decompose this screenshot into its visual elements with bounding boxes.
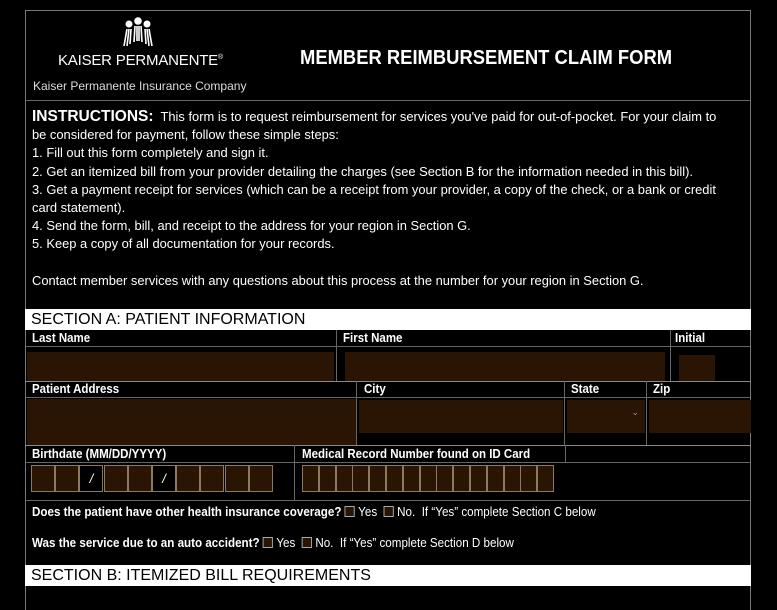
mrn-digit-box[interactable] [453, 465, 470, 492]
chevron-down-icon: ⌄ [631, 407, 639, 417]
section-a-header: SECTION A: PATIENT INFORMATION [25, 309, 751, 330]
initial-input[interactable] [679, 355, 715, 382]
divider [25, 381, 751, 382]
mrn-digit-box[interactable] [403, 465, 420, 492]
brand-name: KAISER PERMANENTE® [58, 52, 223, 69]
mrn-digit-box[interactable] [470, 465, 487, 492]
divider [565, 445, 566, 462]
instructions [32, 108, 723, 290]
mrn-digit-box[interactable] [352, 465, 369, 492]
step: 1. Fill out this form completely and sign it. [32, 145, 269, 161]
auto-accident-question: Was the service due to an auto accident? Yes No. If “Yes” complete Section D below [32, 536, 514, 550]
instructions-intro: This form is to request reimbursement for services you've paid for out-of-pocket. For your claim to be considered for payment, follow these simple steps: [32, 109, 717, 143]
first-name-label: First Name [343, 331, 403, 345]
no-checkbox[interactable] [383, 506, 393, 517]
company-name: Kaiser Permanente Insurance Company [33, 79, 247, 93]
mrn-digit-box[interactable] [520, 465, 537, 492]
birthdate-digit-box[interactable] [225, 465, 249, 492]
date-separator: / [79, 465, 103, 492]
zip-input[interactable] [649, 400, 751, 433]
date-separator: / [152, 465, 176, 492]
birthdate-digit-box[interactable] [128, 465, 152, 492]
yes-checkbox[interactable] [344, 506, 354, 517]
mrn-label: Medical Record Number found on ID Card [302, 447, 531, 461]
mrn-digit-box[interactable] [537, 465, 554, 492]
form-title: MEMBER REIMBURSEMENT CLAIM FORM [300, 47, 673, 69]
zip-label: Zip [653, 382, 671, 396]
mrn-digit-box[interactable] [319, 465, 336, 492]
city-label: City [364, 382, 386, 396]
mrn-digit-box[interactable] [336, 465, 353, 492]
birthdate-digit-box[interactable] [249, 465, 273, 492]
mrn-digit-box[interactable] [504, 465, 521, 492]
last-name-label: Last Name [32, 331, 91, 345]
address-label: Patient Address [32, 382, 120, 396]
no-checkbox[interactable] [301, 537, 311, 548]
divider [646, 381, 647, 445]
kaiser-logo-icon [120, 16, 156, 48]
mrn-digit-box[interactable] [302, 465, 319, 492]
divider [336, 330, 337, 382]
divider [25, 445, 751, 446]
step: 2. Get an itemized bill from your provider detailing the charges (see Section B for the information needed in this bill). [32, 163, 694, 179]
divider [25, 100, 751, 101]
section-b-header: SECTION B: ITEMIZED BILL REQUIREMENTS [25, 565, 751, 586]
birthdate-digit-box[interactable] [104, 465, 128, 492]
divider [564, 381, 565, 445]
mrn-digit-box[interactable] [420, 465, 437, 492]
yes-checkbox[interactable] [262, 537, 272, 548]
contact-note: Contact member services with any questions about this process at the number for your region in Section G. [32, 272, 644, 288]
birthdate-digit-box[interactable] [55, 465, 79, 492]
mrn-digit-box[interactable] [487, 465, 504, 492]
birthdate-digit-box[interactable] [176, 465, 200, 492]
mrn-digit-box[interactable] [369, 465, 386, 492]
divider [25, 462, 751, 463]
birthdate-digit-box[interactable] [31, 465, 55, 492]
mrn-digit-box[interactable] [386, 465, 403, 492]
last-name-input[interactable] [27, 352, 334, 382]
divider [670, 330, 671, 382]
step: 4. Send the form, bill, and receipt to the address for your region in Section G. [32, 218, 471, 234]
mrn-digit-box[interactable] [436, 465, 453, 492]
divider [356, 381, 357, 445]
state-label: State [571, 382, 600, 396]
birthdate-label: Birthdate (MM/DD/YYYY) [32, 447, 167, 461]
divider [25, 397, 751, 398]
birthdate-digit-box[interactable] [200, 465, 224, 492]
step: 5. Keep a copy of all documentation for your records. [32, 236, 335, 252]
city-input[interactable] [359, 400, 563, 433]
instructions-heading: INSTRUCTIONS: [32, 108, 154, 125]
step: 3. Get a payment receipt for services (which can be a receipt from your provider, a copy of the check, or a bank or credit card statement). [32, 181, 716, 216]
divider [25, 500, 751, 501]
divider [25, 346, 751, 347]
initial-label: Initial [675, 331, 706, 345]
state-select[interactable] [567, 400, 645, 433]
divider [294, 445, 295, 500]
first-name-input[interactable] [345, 352, 665, 382]
other-insurance-question: Does the patient have other health insurance coverage? Yes No. If “Yes” complete Section C below [32, 505, 596, 519]
address-input[interactable] [27, 399, 356, 445]
